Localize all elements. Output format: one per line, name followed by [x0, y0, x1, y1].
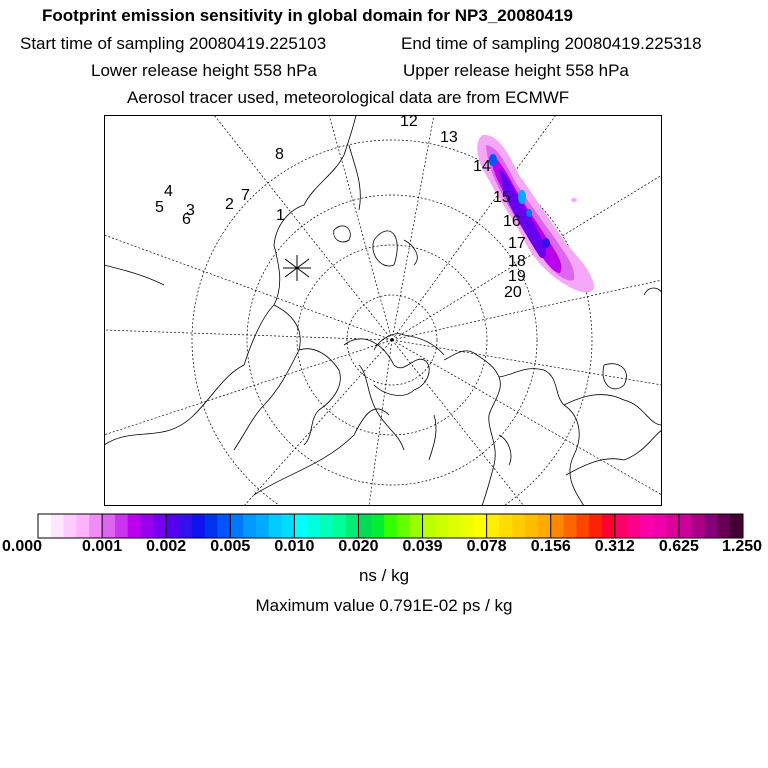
colorbar-swatch — [474, 514, 487, 538]
colorbar-tick-label: 0.010 — [274, 538, 315, 555]
colorbar-swatch — [320, 514, 333, 538]
colorbar-swatch — [205, 514, 218, 538]
day-label: 17 — [508, 235, 526, 252]
day-label: 15 — [493, 189, 511, 206]
colorbar-swatch — [333, 514, 346, 538]
colorbar-swatch — [166, 514, 179, 538]
colorbar-swatch — [153, 514, 166, 538]
colorbar-swatch — [51, 514, 64, 538]
colorbar-tick-label: 0.312 — [594, 538, 635, 555]
colorbar-swatch — [653, 514, 666, 538]
colorbar-swatch — [307, 514, 320, 538]
colorbar-swatch — [602, 514, 615, 538]
colorbar-swatch — [435, 514, 448, 538]
colorbar-tick-label: 1.250 — [721, 538, 763, 555]
colorbar-swatch — [705, 514, 718, 538]
colorbar-swatch — [38, 514, 51, 538]
end-time-text: End time of sampling 20080419.225318 — [401, 34, 702, 53]
day-label: 8 — [275, 146, 284, 163]
colorbar-swatch — [282, 514, 295, 538]
colorbar-tick-label: 0.002 — [146, 538, 187, 555]
day-label: 6 — [182, 211, 191, 228]
colorbar-tick-label: 0.625 — [658, 538, 699, 555]
colorbar-swatch — [346, 514, 359, 538]
colorbar-swatch — [564, 514, 577, 538]
colorbar-swatch — [461, 514, 474, 538]
colorbar-swatch — [487, 514, 500, 538]
colorbar-tick-label: 0.156 — [530, 538, 571, 555]
colorbar-swatch — [102, 514, 115, 538]
colorbar-swatch — [615, 514, 628, 538]
colorbar-swatch — [525, 514, 538, 538]
colorbar-swatch — [115, 514, 128, 538]
colorbar-swatch — [589, 514, 602, 538]
day-label: 20 — [504, 284, 522, 301]
colorbar-swatch — [294, 514, 307, 538]
day-label: 16 — [503, 213, 521, 230]
colorbar-swatches — [38, 514, 744, 538]
colorbar-swatch — [89, 514, 102, 538]
day-label: 18 — [508, 253, 526, 270]
day-label: 19 — [508, 268, 526, 285]
colorbar-swatch — [538, 514, 551, 538]
colorbar-swatch — [243, 514, 256, 538]
colorbar-tick-label: 0.000 — [1, 538, 43, 555]
day-label: 3 — [186, 202, 195, 219]
colorbar-swatch — [666, 514, 679, 538]
tracer-info-text: Aerosol tracer used, meteorological data are from ECMWF — [127, 88, 570, 107]
colorbar-swatch — [128, 514, 141, 538]
colorbar-swatch — [717, 514, 730, 538]
colorbar-swatch — [423, 514, 436, 538]
colorbar-tick-label: 0.020 — [338, 538, 379, 555]
lower-release-text: Lower release height 558 hPa — [91, 61, 317, 80]
colorbar-swatch — [551, 514, 564, 538]
colorbar-tick-label: 0.039 — [402, 538, 443, 555]
day-label: 13 — [440, 129, 458, 146]
colorbar-swatch — [76, 514, 89, 538]
colorbar-swatch — [358, 514, 371, 538]
colorbar-tick-label: 0.005 — [210, 538, 251, 555]
day-label: 7 — [241, 187, 250, 204]
day-label: 2 — [225, 196, 234, 213]
colorbar-swatch — [679, 514, 692, 538]
colorbar-swatch — [217, 514, 230, 538]
colorbar-swatch — [692, 514, 705, 538]
colorbar-swatch — [410, 514, 423, 538]
colorbar-swatch — [371, 514, 384, 538]
colorbar-swatch — [179, 514, 192, 538]
colorbar-swatch — [730, 514, 743, 538]
colorbar-swatch — [384, 514, 397, 538]
day-label: 1 — [276, 207, 285, 224]
day-label: 12 — [400, 115, 418, 130]
colorbar-swatch — [576, 514, 589, 538]
map-frame — [105, 116, 662, 506]
colorbar-tick-label: 0.001 — [82, 538, 123, 555]
colorbar-swatch — [397, 514, 410, 538]
colorbar-tick-label: 0.078 — [466, 538, 507, 555]
colorbar-swatch — [192, 514, 205, 538]
day-label: 5 — [155, 199, 164, 216]
day-label: 4 — [164, 183, 173, 200]
day-label: 14 — [473, 158, 491, 175]
footprint-map — [104, 115, 662, 506]
colorbar-swatch — [269, 514, 282, 538]
colorbar-swatch — [512, 514, 525, 538]
colorbar-swatch — [256, 514, 269, 538]
colorbar-swatch — [230, 514, 243, 538]
colorbar-swatch — [448, 514, 461, 538]
colorbar-swatch — [628, 514, 641, 538]
colorbar-swatch — [141, 514, 154, 538]
colorbar-swatch — [640, 514, 653, 538]
colorbar-swatch — [499, 514, 512, 538]
colorbar-units: ns / kg — [358, 566, 410, 585]
plot-title: Footprint emission sensitivity in global domain for NP3_20080419 — [42, 6, 573, 25]
upper-release-text: Upper release height 558 hPa — [403, 61, 629, 80]
maximum-value-text: Maximum value 0.791E-02 ps / kg — [255, 596, 513, 615]
colorbar-swatch — [64, 514, 77, 538]
start-time-text: Start time of sampling 20080419.225103 — [20, 34, 327, 53]
